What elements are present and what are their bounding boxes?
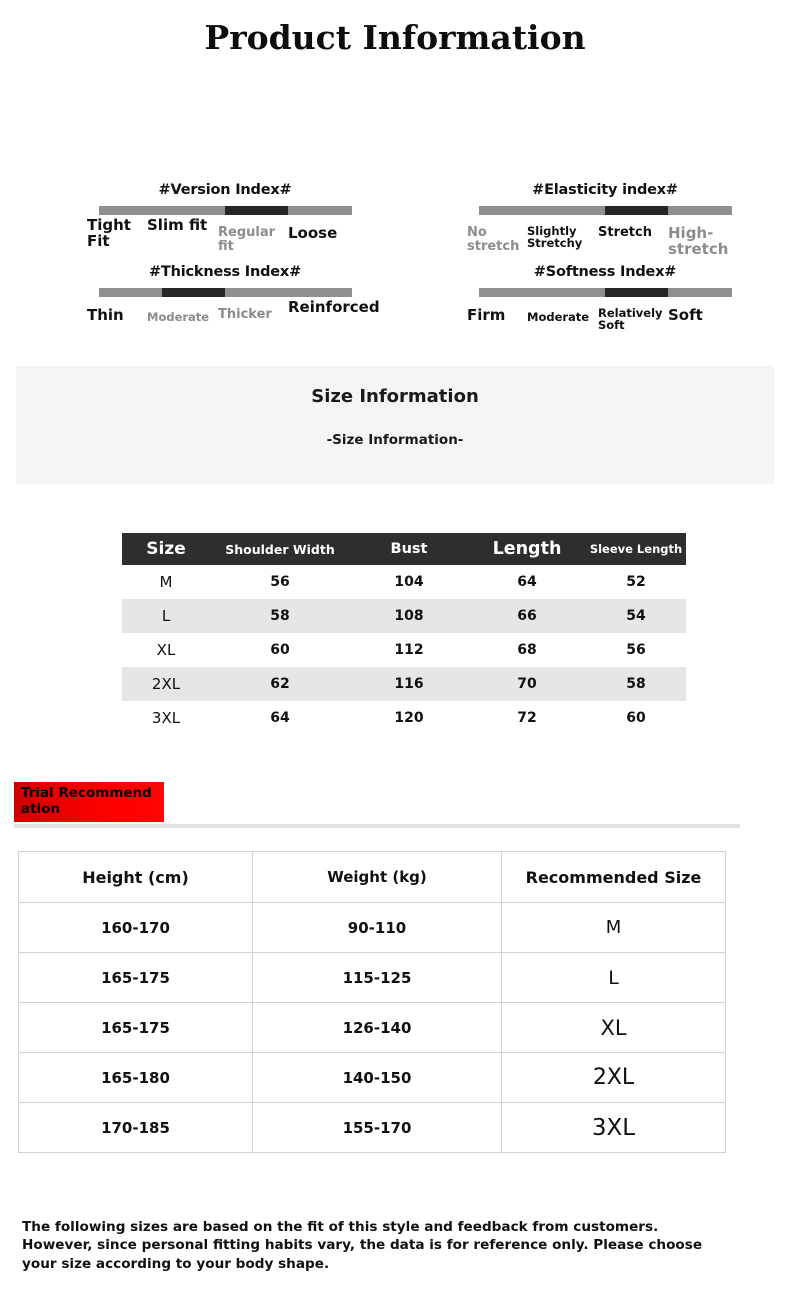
size-cell: 2XL [151,675,181,693]
index-segment-3 [668,288,731,297]
bust-cell: 104 [394,574,424,590]
index-segment-1 [162,206,225,215]
index-label-slim-fit: Slim fit [147,216,208,234]
index-group-version [60,182,390,252]
index-title-thickness: #Thickness Index# [148,264,302,280]
size-table-body [122,565,686,735]
recommendation-header-weight: Weight (kg) [253,852,502,903]
height-cell: 170-185 [19,1103,253,1153]
length-cell: 66 [517,608,537,624]
table-row [122,701,686,735]
index-segment-0 [479,206,542,215]
index-label-soft: Soft [668,306,703,324]
index-label-thin: Thin [87,306,124,324]
index-labels-elasticity [467,218,740,258]
index-label-high-stretch: High-stretch [668,224,729,258]
height-cell: 165-175 [19,1003,253,1053]
table-row [19,903,726,953]
index-label-moderate: Moderate [147,310,210,324]
index-segment-0 [479,288,542,297]
size-table-header-shoulder-width: Shoulder Width [225,541,335,557]
trial-recommendation-label: Trial Recommendation [21,785,152,817]
footer-disclaimer: The following sizes are based on the fit of this style and feedback from customers. However, since personal fitting habits vary, the data is for reference only. Please choose your size according to your body shape. [22,1219,703,1272]
table-row [122,667,686,701]
sleeve-length-cell: 58 [626,676,646,692]
index-label-firm: Firm [467,306,506,324]
table-row [19,1103,726,1153]
index-segment-0 [99,206,162,215]
index-bar-version [99,206,352,215]
index-label-no-stretch: No stretch [467,225,520,254]
bust-cell: 116 [394,676,424,692]
recommendation-table-body [19,903,726,1153]
index-label-moderate: Moderate [527,310,590,324]
index-segment-2-active [225,206,288,215]
length-cell: 72 [517,710,537,726]
height-cell: 160-170 [19,903,253,953]
index-segment-2-active [605,206,668,215]
index-bar-elasticity [479,206,732,215]
size-table-head [122,533,686,565]
index-label-regular-fit: Regular fit [218,225,276,254]
trial-recommendation-banner [14,782,164,822]
size-cell: M [159,573,173,591]
index-label-thicker: Thicker [218,307,272,322]
length-cell: 68 [517,642,537,658]
height-cell: 165-180 [19,1053,253,1103]
size-table-header-length: Length [492,539,562,559]
shoulder-width-cell: 64 [270,710,290,726]
shoulder-width-cell: 62 [270,676,290,692]
index-segment-3 [288,206,351,215]
index-labels-version [87,216,360,254]
size-measurement-table [122,533,686,735]
table-row [122,599,686,633]
sleeve-length-cell: 52 [626,574,646,590]
index-segment-1-active [162,288,225,297]
recommended-size-cell: M [502,903,726,953]
index-bars-section [0,182,790,342]
index-segment-1 [542,288,605,297]
index-bar-softness [479,288,732,297]
length-cell: 64 [517,574,537,590]
size-table-header-sleeve-length: Sleeve Length [589,542,683,556]
index-group-softness [440,264,770,334]
size-table-header-size: Size [146,539,186,559]
index-title-elasticity: #Elasticity index# [532,182,678,198]
recommendation-table-head [19,852,726,903]
index-label-stretch: Stretch [598,225,652,240]
index-group-thickness [60,264,390,334]
table-row [19,953,726,1003]
size-recommendation-table [18,851,726,1153]
sleeve-length-cell: 56 [626,642,646,658]
size-table-header-row [122,533,686,565]
index-segment-2-active [605,288,668,297]
bust-cell: 112 [394,642,424,658]
index-title-softness: #Softness Index# [533,264,677,280]
recommendation-header-height: Height (cm) [19,852,253,903]
size-table-header-bust: Bust [390,541,428,557]
weight-cell: 126-140 [253,1003,502,1053]
length-cell: 70 [517,676,537,692]
index-label-slightly-stretchy: Slightly Stretchy [527,224,583,250]
sleeve-length-cell: 60 [626,710,646,726]
trial-recommendation-section [0,779,790,831]
weight-cell: 90-110 [253,903,502,953]
recommendation-header-recommended-size: Recommended Size [502,852,726,903]
size-cell: 3XL [151,709,181,727]
table-row [19,1053,726,1103]
size-information-subtitle: -Size Information- [326,432,464,448]
table-row [19,1003,726,1053]
index-label-reinforced: Reinforced [288,298,380,316]
shoulder-width-cell: 58 [270,608,290,624]
index-label-loose: Loose [288,224,338,242]
index-segment-3 [288,288,351,297]
section-divider [14,824,740,828]
bust-cell: 120 [394,710,424,726]
index-labels-softness [467,300,740,334]
sleeve-length-cell: 54 [626,608,646,624]
index-group-elasticity [440,182,770,258]
index-segment-3 [668,206,731,215]
index-segment-2 [225,288,288,297]
size-cell: XL [156,641,176,659]
bust-cell: 108 [394,608,424,624]
height-cell: 165-175 [19,953,253,1003]
recommended-size-cell: 3XL [502,1103,726,1153]
shoulder-width-cell: 60 [270,642,290,658]
recommendation-header-row [19,852,726,903]
index-label-tight-fit: Tight Fit [87,216,131,250]
recommended-size-cell: 2XL [502,1053,726,1103]
size-information-panel [16,366,774,484]
page-title: Product Information [204,18,586,57]
index-segment-0 [99,288,162,297]
recommended-size-cell: XL [502,1003,726,1053]
weight-cell: 140-150 [253,1053,502,1103]
weight-cell: 155-170 [253,1103,502,1153]
index-labels-thickness [87,298,380,334]
table-row [122,565,686,599]
size-cell: L [161,607,171,625]
index-title-version: #Version Index# [158,182,292,198]
table-row [122,633,686,667]
shoulder-width-cell: 56 [270,574,290,590]
size-information-title: Size Information [311,386,479,407]
weight-cell: 115-125 [253,953,502,1003]
index-label-relatively-soft: Relatively Soft [598,306,663,332]
index-bar-thickness [99,288,352,297]
recommended-size-cell: L [502,953,726,1003]
index-segment-1 [542,206,605,215]
